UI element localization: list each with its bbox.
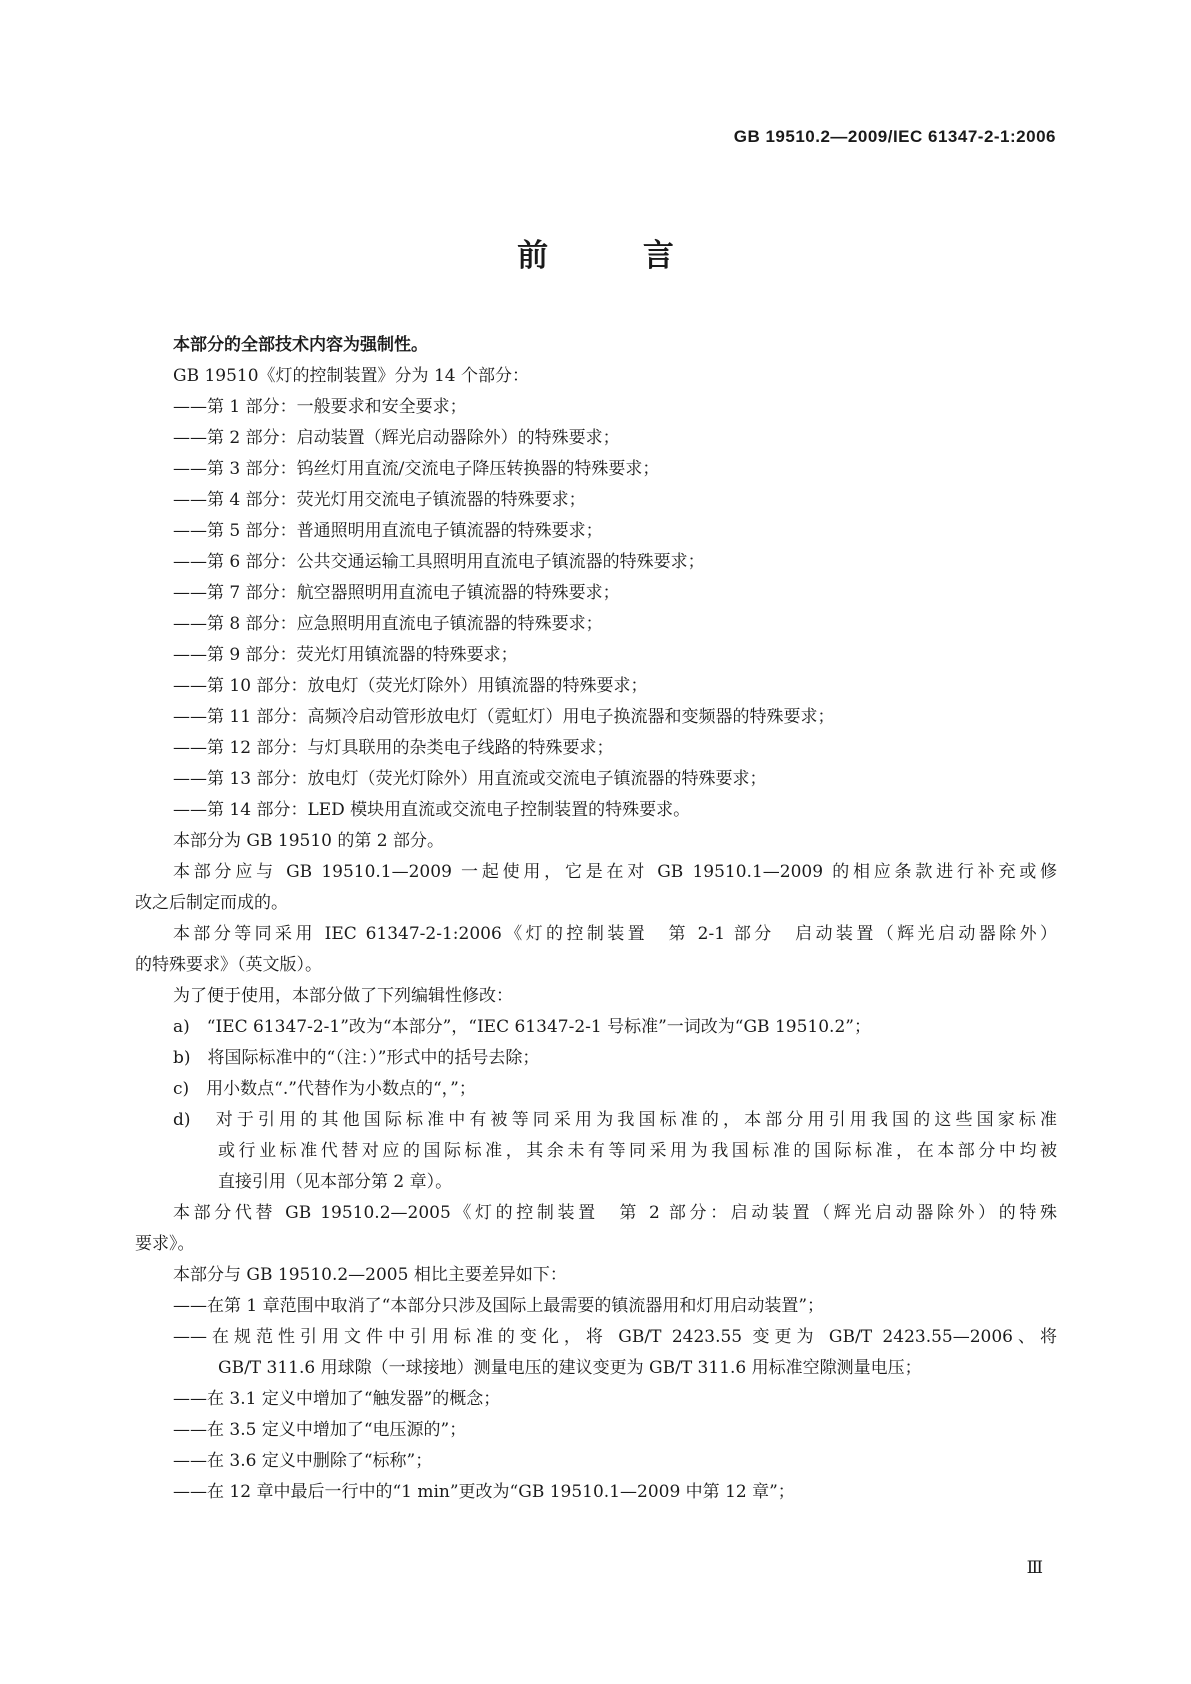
list-item: b) 将国际标准中的“（注：）”形式中的括号去除； bbox=[173, 1048, 540, 1068]
paragraph-line: 的特殊要求》（英文版）。 bbox=[135, 955, 322, 975]
list-item: ——第 7 部分：航空器照明用直流电子镇流器的特殊要求； bbox=[173, 583, 620, 603]
list-item: ——第 13 部分：放电灯（荧光灯除外）用直流或交流电子镇流器的特殊要求； bbox=[173, 769, 767, 789]
page-number: Ⅲ bbox=[1026, 1558, 1043, 1578]
list-item: ——在 12 章中最后一行中的“1 min”更改为“GB 19510.1—2009 中第 12 章”； bbox=[173, 1482, 795, 1502]
paragraph-line: 本部分等同采用 IEC 61347-2-1:2006《灯的控制装置 第 2-1 部分 启动装置（辉光启动器除外） bbox=[173, 924, 1057, 944]
paragraph-line: 本部分代替 GB 19510.2—2005《灯的控制装置 第 2 部分：启动装置（辉光启动器除外）的特殊 bbox=[173, 1203, 1057, 1223]
paragraph-line: 本部分的全部技术内容为强制性。 bbox=[173, 335, 428, 355]
list-item-continuation: GB/T 311.6 用球隙（一球接地）测量电压的建议变更为 GB/T 311.6 用标准空隙测量电压； bbox=[218, 1358, 922, 1378]
page-title: 前 言 bbox=[517, 238, 716, 274]
document-body bbox=[135, 330, 1057, 1508]
list-item: ——第 2 部分：启动装置（辉光启动器除外）的特殊要求； bbox=[173, 428, 620, 448]
list-item: ——第 12 部分：与灯具联用的杂类电子线路的特殊要求； bbox=[173, 738, 614, 758]
list-item: ——第 11 部分：高频冷启动管形放电灯（霓虹灯）用电子换流器和变频器的特殊要求； bbox=[173, 707, 835, 727]
list-item: ——在规范性引用文件中引用标准的变化，将 GB/T 2423.55 变更为 GB/T 2423.55—2006、将 bbox=[173, 1327, 1057, 1347]
list-item-continuation: 或行业标准代替对应的国际标准，其余未有等同采用为我国标准的国际标准，在本部分中均被 bbox=[218, 1141, 1057, 1161]
paragraph-line: 要求》。 bbox=[135, 1234, 195, 1254]
list-item: ——在第 1 章范围中取消了“本部分只涉及国际上最需要的镇流器用和灯用启动装置”； bbox=[173, 1296, 825, 1316]
list-item: ——第 3 部分：钨丝灯用直流/交流电子降压转换器的特殊要求； bbox=[173, 459, 660, 479]
list-item: a) “IEC 61347-2-1”改为“本部分”，“IEC 61347-2-1 号标准”一词改为“GB 19510.2”； bbox=[173, 1017, 871, 1037]
standard-code-header: GB 19510.2—2009/IEC 61347-2-1:2006 bbox=[733, 127, 1056, 146]
list-item: ——在 3.5 定义中增加了“电压源的”； bbox=[173, 1420, 467, 1440]
list-item: ——第 4 部分：荧光灯用交流电子镇流器的特殊要求； bbox=[173, 490, 586, 510]
list-item: ——在 3.6 定义中删除了“标称”； bbox=[173, 1451, 433, 1471]
list-item: d) 对于引用的其他国际标准中有被等同采用为我国标准的，本部分用引用我国的这些国家标准 bbox=[173, 1110, 1057, 1130]
list-item: ——第 9 部分：荧光灯用镇流器的特殊要求； bbox=[173, 645, 518, 665]
paragraph-line: 改之后制定而成的。 bbox=[135, 893, 288, 913]
list-item: ——在 3.1 定义中增加了“触发器”的概念； bbox=[173, 1389, 501, 1409]
paragraph-line: GB 19510《灯的控制装置》分为 14 个部分： bbox=[173, 366, 529, 386]
paragraph-line: 本部分应与 GB 19510.1—2009 一起使用，它是在对 GB 19510.1—2009 的相应条款进行补充或修 bbox=[173, 862, 1057, 882]
list-item: ——第 10 部分：放电灯（荧光灯除外）用镇流器的特殊要求； bbox=[173, 676, 648, 696]
paragraph-line: 为了便于使用，本部分做了下列编辑性修改： bbox=[173, 986, 513, 1006]
paragraph-line: 本部分为 GB 19510 的第 2 部分。 bbox=[173, 831, 444, 851]
list-item-continuation: 直接引用（见本部分第 2 章）。 bbox=[218, 1172, 453, 1192]
list-item: c) 用小数点“.”代替作为小数点的“，”； bbox=[173, 1079, 476, 1099]
list-item: ——第 14 部分：LED 模块用直流或交流电子控制装置的特殊要求。 bbox=[173, 800, 691, 820]
paragraph-line: 本部分与 GB 19510.2—2005 相比主要差异如下： bbox=[173, 1265, 567, 1285]
list-item: ——第 1 部分：一般要求和安全要求； bbox=[173, 397, 467, 417]
list-item: ——第 5 部分：普通照明用直流电子镇流器的特殊要求； bbox=[173, 521, 603, 541]
list-item: ——第 8 部分：应急照明用直流电子镇流器的特殊要求； bbox=[173, 614, 603, 634]
list-item: ——第 6 部分：公共交通运输工具照明用直流电子镇流器的特殊要求； bbox=[173, 552, 705, 572]
